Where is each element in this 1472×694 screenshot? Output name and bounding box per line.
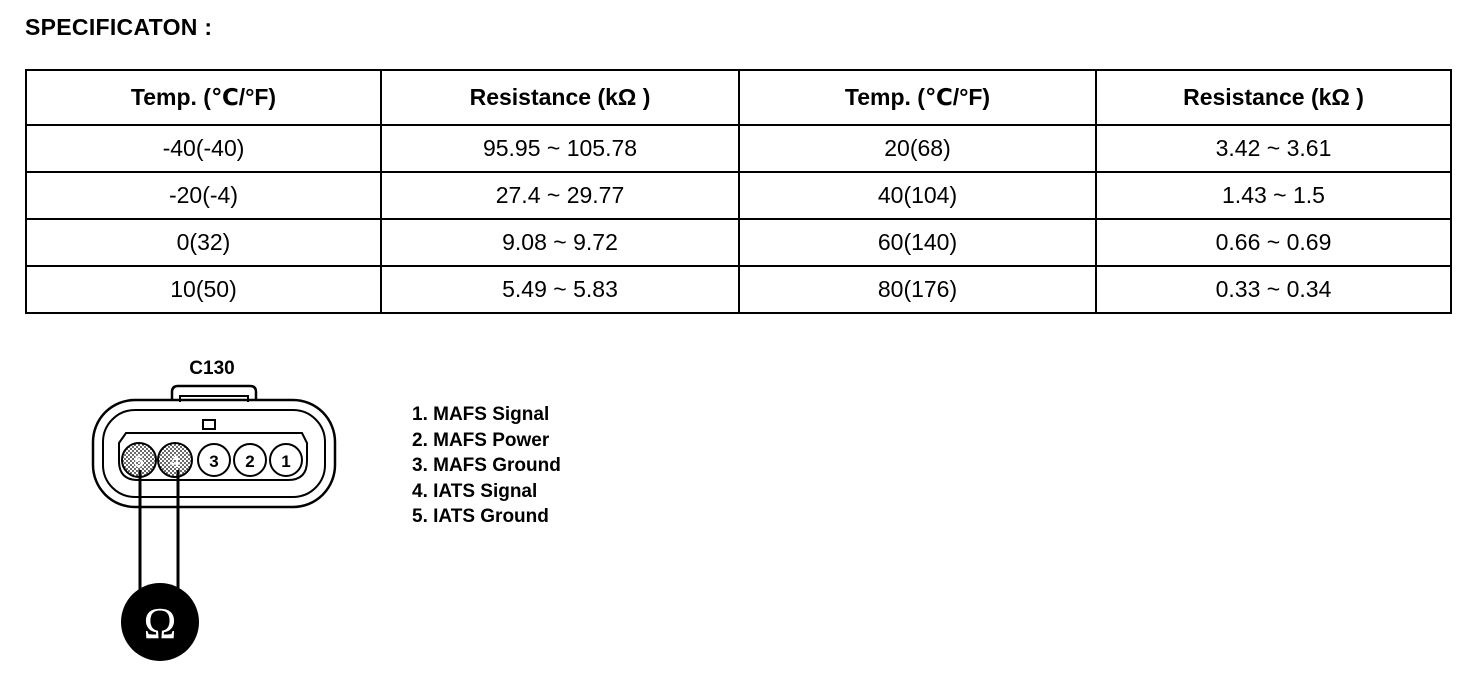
table-cell: 40(104) bbox=[739, 172, 1096, 219]
table-row bbox=[26, 172, 1451, 219]
table-cell: 5.49 ~ 5.83 bbox=[381, 266, 739, 313]
table-cell: 1.43 ~ 1.5 bbox=[1096, 172, 1451, 219]
pin-legend bbox=[412, 402, 561, 530]
pin-3-label: 3 bbox=[209, 452, 219, 471]
pin-1-label: 1 bbox=[281, 452, 291, 471]
table-cell: 27.4 ~ 29.77 bbox=[381, 172, 739, 219]
table-cell: 80(176) bbox=[739, 266, 1096, 313]
table-cell: 0.66 ~ 0.69 bbox=[1096, 219, 1451, 266]
table-cell: 0.33 ~ 0.34 bbox=[1096, 266, 1451, 313]
connector-label: C130 bbox=[189, 358, 235, 379]
pin-4-label: 4 bbox=[170, 452, 180, 471]
table-cell: -20(-4) bbox=[26, 172, 381, 219]
table-cell: 95.95 ~ 105.78 bbox=[381, 125, 739, 172]
ohmmeter-icon bbox=[121, 583, 199, 661]
pin-3 bbox=[198, 444, 230, 476]
legend-item: 2. MAFS Power bbox=[412, 429, 550, 451]
table-cell: -40(-40) bbox=[26, 125, 381, 172]
probe-leads bbox=[140, 470, 178, 590]
connector-diagram bbox=[90, 352, 340, 672]
header-temp-1: Temp. (℃/°F) bbox=[26, 70, 381, 125]
connector-pins bbox=[122, 443, 302, 477]
pin-4 bbox=[158, 443, 192, 477]
legend-item: 3. MAFS Ground bbox=[412, 455, 561, 476]
table-cell: 10(50) bbox=[26, 266, 381, 313]
pin-2 bbox=[234, 444, 266, 476]
header-temp-2: Temp. (℃/°F) bbox=[739, 70, 1096, 125]
table-row bbox=[26, 219, 1451, 266]
resistance-spec-table bbox=[25, 69, 1452, 314]
header-resistance-2: Resistance (kΩ ) bbox=[1096, 70, 1451, 125]
table-cell: 9.08 ~ 9.72 bbox=[381, 219, 739, 266]
table-cell: 20(68) bbox=[739, 125, 1096, 172]
pin-2-label: 2 bbox=[245, 452, 255, 471]
table-row bbox=[26, 125, 1451, 172]
legend-item: 5. IATS Ground bbox=[412, 506, 549, 527]
header-resistance-1: Resistance (kΩ ) bbox=[381, 70, 739, 125]
table-cell: 3.42 ~ 3.61 bbox=[1096, 125, 1451, 172]
legend-item: 4. IATS Signal bbox=[412, 480, 538, 502]
legend-item: 1. MAFS Signal bbox=[412, 404, 550, 425]
spec-heading: SPECIFICATON : bbox=[25, 14, 213, 40]
table-row bbox=[26, 266, 1451, 313]
pin-1 bbox=[270, 444, 302, 476]
table-header-row bbox=[26, 70, 1451, 125]
ohm-symbol: Ω bbox=[143, 599, 177, 648]
pin-5-label: 5 bbox=[134, 452, 144, 471]
table-cell: 60(140) bbox=[739, 219, 1096, 266]
table-cell: 0(32) bbox=[26, 219, 381, 266]
